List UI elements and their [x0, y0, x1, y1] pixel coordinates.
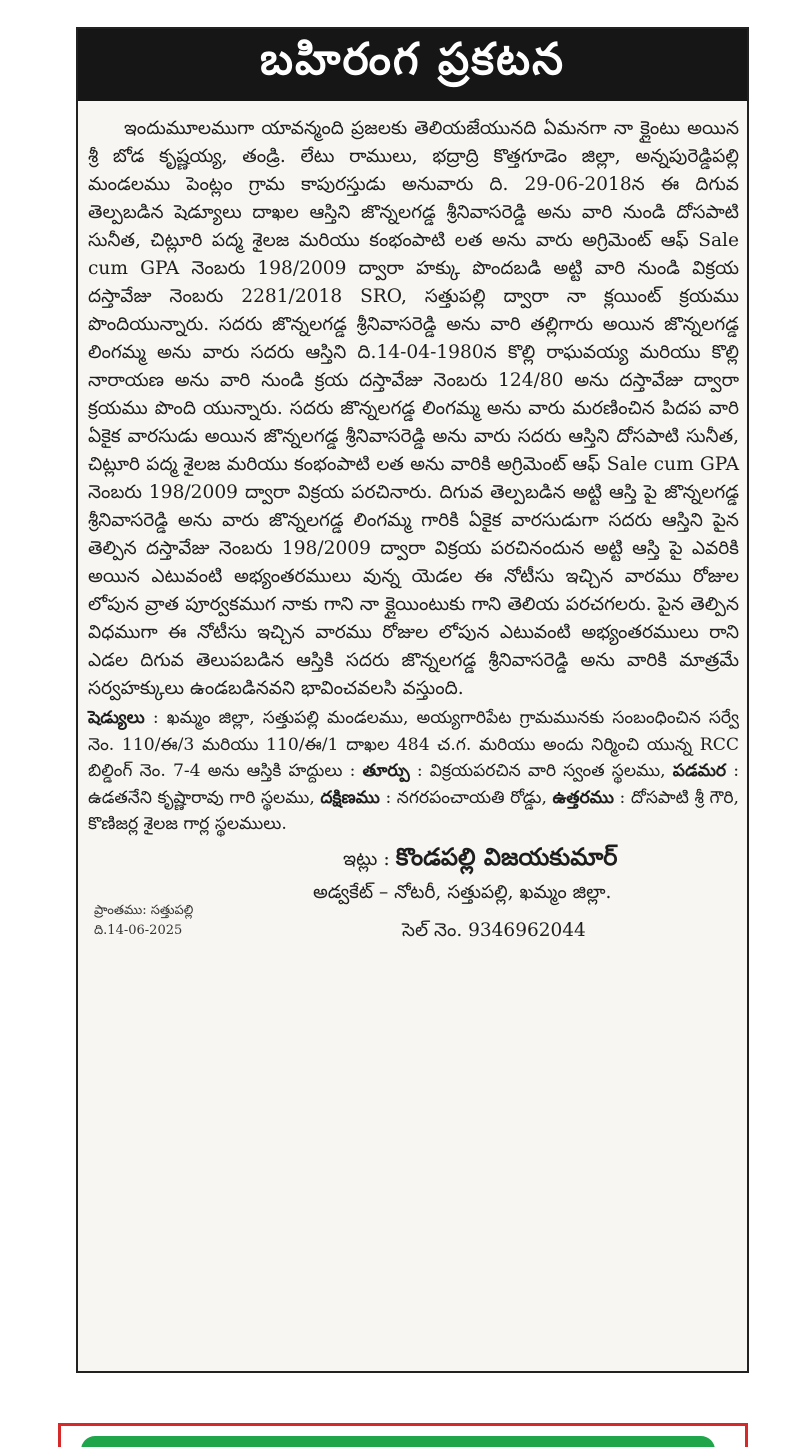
notice-date: ది.14-06-2025: [94, 922, 183, 938]
schedule-section: [88, 705, 739, 838]
notice-place: ప్రాంతము: సత్తుపల్లి: [94, 902, 194, 918]
signature-line: [343, 840, 618, 876]
north-boundary-label: ఉత్తరము: [552, 787, 614, 808]
advocate-designation: అడ్వకేట్ – నోటరీ, సత్తుపల్లి, ఖమ్మం జిల్లా.: [313, 881, 612, 903]
public-notice: [76, 27, 749, 1373]
west-boundary-label: పడమర: [672, 761, 727, 781]
schedule-text: : ఖమ్మం జిల్లా, సత్తుపల్లి మండలము, అయ్యగారిపేట గ్రామమునకు సంబంధించిన సర్వే నెం. 110/ఈ/3 మరియు 110/ఈ/1 దాఖల 484 చ.గ. మరియు అందు నిర్మించి యున్న RCC బిల్డింగ్ నెం. 7-4 అను ఆస్తికి హద్దులు :: [88, 708, 739, 781]
notice-title: బహిరంగ ప్రకటన: [78, 29, 747, 101]
signature-prefix: ఇట్లు :: [343, 847, 396, 870]
south-boundary-label: దక్షిణము: [320, 787, 380, 808]
east-boundary: : విక్రయపరచిన వారి స్వంత స్థలము,: [409, 761, 673, 781]
cell-number: సెల్ నెం. 9346962044: [402, 919, 586, 941]
east-boundary-label: తూర్పు: [362, 761, 410, 781]
south-boundary: : నగరపంచాయతి రోడ్డు,: [379, 787, 553, 808]
notice-paragraph: ఇందుమూలముగా యావన్మంది ప్రజలకు తెలియజేయునది ఏమనగా నా క్లైంటు అయిన శ్రీ బోడ కృష్ణయ్య, తండ్రి. లేటు రాములు, భద్రాద్రి కొత్తగూడెం జిల్లా, అన్నపురెడ్డిపల్లి మండలము పెంట్లం గ్రామ కాపురస్తుడు అనువారు ది. 29-06-2018న ఈ దిగువ తెల్పబడిన షెడ్యూలు దాఖల ఆస్తిని జొన్నలగడ్డ శ్రీనివాసరెడ్డి అను వారి నుండి దోసపాటి సునీత, చిట్లూరి పద్మ శైలజ మరియు కంభంపాటి లత అను వారు అగ్రిమెంట్ ఆఫ్ Sale cum GPA నెంబరు 198/2009 ద్వారా హక్కు పొందబడి అట్టి వారి నుండి విక్రయ దస్తావేజు నెంబరు 2281/2018 SRO, సత్తుపల్లి ద్వారా నా క్లయింట్ క్రయము పొందియున్నారు. సదరు జొన్నలగడ్డ శ్రీనివాసరెడ్డి అను వారి తల్లిగారు అయిన జొన్నలగడ్డ లింగమ్మ అను వారు సదరు ఆస్తిని ది.14-04-1980న కొల్లి రాఘవయ్య మరియు కొల్లి నారాయణ అను వారి నుండి క్రయ దస్తావేజు నెంబరు 124/80 అను దస్తావేజు ద్వారా క్రయము పొంది యున్నారు. సదరు జొన్నలగడ్డ లింగమ్మ అను వారు మరణించిన పిదప వారి ఏకైక వారసుడు అయిన జొన్నలగడ్డ శ్రీనివాసరెడ్డి అను వారు సదరు ఆస్తిని దోసపాటి సునీత, చిట్లూరి పద్మ శైలజ మరియు కంభంపాటి లత అను వారికి అగ్రిమెంట్ ఆఫ్ Sale cum GPA నెంబరు 198/2009 ద్వారా విక్రయ పరచినారు. దిగువ తెల్పబడిన అట్టి ఆస్తి పై జొన్నలగడ్డ శ్రీనివాసరెడ్డి అను వారు జొన్నలగడ్డ లింగమ్మ గారికి ఏకైక వారసుడుగా సదరు ఆస్తిని పైన తెల్పిన దస్తావేజు నెంబరు 198/2009 ద్వారా విక్రయ పరచినందున అట్టి ఆస్తి పై ఎవరికి అయిన ఎటువంటి అభ్యంతరములు వున్న యెడల ఈ నోటీసు ఇచ్చిన వారము రోజుల లోపున వ్రాత పూర్వకముగ నాకు గాని నా క్లైయింటుకు గాని తెలియ పరచగలరు. పైన తెల్పిన విధముగా ఈ నోటీసు ఇచ్చిన వారము రోజుల లోపున ఎటువంటి అభ్యంతరములు రాని ఎడల దిగువ తెలుపబడిన ఆస్తికి సదరు జొన్నలగడ్డ శ్రీనివాసరెడ్డి అను వారికి మాత్రమే సర్వహక్కులు ఉండబడినవని భావించవలసి వస్తుంది.: [88, 118, 739, 699]
north-boundary: : దోసపాటి శ్రీ గౌరి, కొణిజర్ల శైలజ గార్ల స్థలములు.: [88, 787, 739, 834]
schedule-label: షెడ్యులు: [88, 708, 145, 728]
notice-footer: [88, 840, 739, 990]
notice-body: [78, 101, 747, 990]
next-ad-banner: [58, 1423, 748, 1447]
banner-green-block: [81, 1436, 715, 1447]
advocate-name: కొండపల్లి విజయకుమార్: [395, 842, 618, 871]
west-boundary: : ఉడతనేని కృష్ణారావు గారి స్థలము,: [88, 761, 739, 808]
